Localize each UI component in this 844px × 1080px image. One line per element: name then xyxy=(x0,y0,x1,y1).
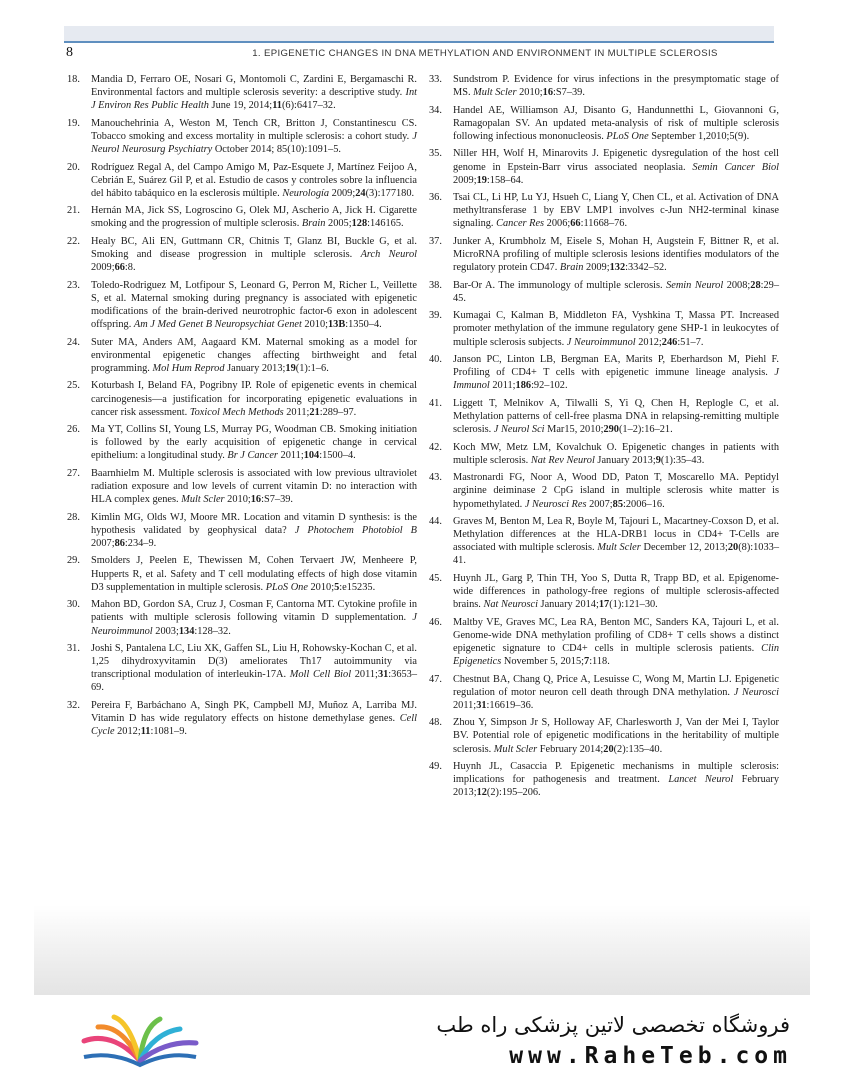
reference-pages: (6):6417–32. xyxy=(281,100,336,112)
reference-number: 34. xyxy=(429,104,442,116)
reference-date: 2007; xyxy=(586,498,613,510)
reference-volume: 86 xyxy=(114,537,125,549)
reference-text: Sundstrom P. Evidence for virus infections in the presymptomatic stage of MS. xyxy=(453,74,779,99)
header-rule xyxy=(64,41,774,43)
reference-text: Bar-Or A. The immunology of multiple sclerosis. xyxy=(453,279,667,291)
reference-date: June 19, 2014; xyxy=(208,100,273,112)
reference-date: 2011; xyxy=(351,669,378,681)
reference-date: 2012; xyxy=(635,336,662,348)
reference-journal: Cell Cycle xyxy=(91,713,417,738)
reference-text: Kumagai C, Kalman B, Middleton FA, Vyshkina T, Massa PT. Increased promoter methylation of the immune regulatory gene SHP-1 in leukocytes of multiple sclerosis subjects. xyxy=(453,310,779,348)
reference-date: 2011; xyxy=(283,406,310,418)
reference-entry xyxy=(429,716,779,755)
reference-entry xyxy=(67,235,417,274)
reference-number: 49. xyxy=(429,761,442,773)
reference-volume: 186 xyxy=(515,380,532,392)
reference-volume: 66 xyxy=(570,218,581,230)
reference-volume: 16 xyxy=(250,494,262,506)
reference-pages: :S7–39. xyxy=(553,87,585,99)
reference-journal: Semin Neurol xyxy=(666,279,724,291)
reference-pages: (1–2):16–21. xyxy=(618,424,673,436)
reference-journal: Br J Cancer xyxy=(227,450,278,462)
reference-number: 37. xyxy=(429,235,442,247)
reference-text: Healy BC, Ali EN, Guttmann CR, Chitnis T, Glanz BI, Buckle G, et al. Smoking and disease progression in multiple sclerosis. xyxy=(91,235,417,261)
reference-entry xyxy=(67,699,417,738)
reference-text: Koturbash I, Beland FA, Pogribny IP. Role of epigenetic events in chemical carcinogenesis—a justification for incorporating epigenetic evaluations in cancer risk assessment. xyxy=(91,380,417,418)
reference-pages: :1500–4. xyxy=(319,450,356,462)
reference-number: 32. xyxy=(67,699,80,711)
reference-date: 2009; xyxy=(583,262,610,274)
reference-date: January 2013; xyxy=(594,454,656,466)
reference-volume: 31 xyxy=(377,669,389,681)
reference-journal: Arch Neurol xyxy=(360,249,417,261)
reference-pages: :92–102. xyxy=(531,380,568,392)
reference-number: 29. xyxy=(67,555,80,567)
store-url[interactable]: www.RaheTeb.com xyxy=(509,1043,792,1069)
reference-volume: 13B xyxy=(328,319,346,331)
reference-entry xyxy=(67,204,417,230)
reference-pages: :234–9. xyxy=(124,537,157,549)
reference-date: October 2014; 85(10):1091–5. xyxy=(212,144,341,156)
reference-journal: Am J Med Genet B Neuropsychiat Genet xyxy=(133,319,302,331)
reference-volume: 9 xyxy=(655,454,661,466)
reference-date: 2011; xyxy=(277,450,304,462)
reference-number: 46. xyxy=(429,616,442,628)
reference-text: Tsai CL, Li HP, Lu YJ, Hsueh C, Liang Y, Chen CL, et al. Activation of DNA methyltransferase 1 by EBV LMP1 involves c-Jun NH2-terminal kinase signaling. xyxy=(453,192,779,230)
reference-volume: 21 xyxy=(309,406,320,418)
reference-journal: Brain xyxy=(559,262,584,274)
reference-pages: (1):1–6. xyxy=(295,362,329,374)
reference-date: 2007; xyxy=(91,537,115,549)
reference-journal: J Photochem Photobiol B xyxy=(294,524,417,536)
reference-pages: (2):135–40. xyxy=(613,743,663,755)
reference-journal: Nat Rev Neurol xyxy=(530,454,595,466)
reference-journal: J Neurosci Res xyxy=(524,498,587,510)
reference-volume: 128 xyxy=(351,218,368,230)
reference-entry xyxy=(429,471,779,510)
reference-volume: 11 xyxy=(140,726,151,738)
reference-date: 2010; xyxy=(516,87,543,99)
reference-entry xyxy=(67,598,417,637)
reference-text: Mahon BD, Gordon SA, Cruz J, Cosman F, Cantorna MT. Cytokine profile in patients with multiple sclerosis following vitamin D supplementation. xyxy=(91,599,417,624)
reference-text: Graves M, Benton M, Lea R, Boyle M, Tajouri L, Macartney-Coxson D, et al. Methylation differences at the HLA-DRB1 locus in CD4+ T-Cells are associated with multiple sclerosis. xyxy=(453,515,779,554)
reference-volume: 24 xyxy=(355,187,366,199)
reference-number: 24. xyxy=(67,336,80,348)
reference-pages: (1):35–43. xyxy=(660,454,705,466)
reference-journal: PLoS One xyxy=(606,130,649,142)
reference-volume: 28 xyxy=(750,279,761,291)
page-number: 8 xyxy=(66,45,73,60)
reference-journal: J Neurol Sci xyxy=(493,424,545,436)
reference-journal: J Neurol Neurosurg Psychiatry xyxy=(91,130,417,156)
reference-volume: 246 xyxy=(661,336,678,348)
reference-text: Chestnut BA, Chang Q, Price A, Lesuisse C, Wong M, Martin LJ. Epigenetic regulation of motor neuron cell death through DNA methylation. xyxy=(453,673,779,698)
reference-date: 2008; xyxy=(723,279,751,291)
reference-text: Janson PC, Linton LB, Bergman EA, Marits P, Eberhardson M, Piehl F. Profiling of CD4+ T cells with epigenetic immune lineage analysis. xyxy=(453,354,779,379)
reference-entry xyxy=(429,309,779,348)
reference-number: 18. xyxy=(67,74,80,85)
reference-date: 2012; xyxy=(114,726,141,738)
reference-entry xyxy=(429,673,779,712)
reference-journal: J Neurosci xyxy=(733,686,779,698)
reference-volume: 7 xyxy=(584,656,590,668)
reference-text: Manouchehrinia A, Weston M, Tench CR, Britton J, Constantinescu CS. Tobacco smoking and excess mortality in multiple sclerosis: a cohort study. xyxy=(91,117,417,142)
reference-text: Maltby VE, Graves MC, Lea RA, Benton MC, Sanders KA, Tajouri L, et al. Genome-wide DNA methylation profiling of CD8+ T cells shows a distinct epigenetic signature to CD4+ cells in multiple sclerosis patients. xyxy=(453,616,779,654)
reference-entry xyxy=(429,441,779,467)
reference-text: Pereira F, Barbáchano A, Singh PK, Campbell MJ, Muñoz A, Larriba MJ. Vitamin D has wide regulatory effects on histone demethylase genes. xyxy=(91,699,417,725)
reference-pages: :1081–9. xyxy=(150,726,187,738)
reference-date: 2009; xyxy=(91,262,115,274)
reference-journal: Lancet Neurol xyxy=(668,774,734,786)
reference-date: 2009; xyxy=(453,174,477,186)
reference-entry xyxy=(429,353,779,392)
reference-date: 2003; xyxy=(152,625,179,637)
reference-text: Baarnhielm M. Multiple sclerosis is associated with low previous ultraviolet radiation exposure and low levels of current vitamin D: no interaction with HLA complex genes. xyxy=(91,467,417,506)
reference-journal: Cancer Res xyxy=(496,218,545,230)
reference-date: 2010; xyxy=(307,581,335,593)
reference-pages: :158–64. xyxy=(486,174,524,186)
reference-number: 33. xyxy=(429,74,442,85)
reference-text: Smolders J, Peelen E, Thewissen M, Cohen Tervaert JW, Menheere P, Hupperts R, et al. Safety and T cell modulating effects of high dose vitamin D3 supplementation in multiple sclerosis. xyxy=(91,555,417,593)
reference-volume: 20 xyxy=(727,542,739,554)
reference-text: Junker A, Krumbholz M, Eisele S, Mohan H, Augstein F, Bittner R, et al. MicroRNA profiling of multiple sclerosis lesions identifies modulators of the regulatory protein CD47. xyxy=(453,235,779,274)
reference-volume: 20 xyxy=(603,743,614,755)
reference-volume: 66 xyxy=(114,262,125,274)
reference-journal: Nat Neurosci xyxy=(483,599,538,611)
reference-number: 30. xyxy=(67,599,80,611)
reference-entry xyxy=(67,117,417,156)
reference-date: 2009; xyxy=(329,187,356,199)
reference-volume: 5 xyxy=(334,581,340,593)
reference-journal: Mol Hum Reprod xyxy=(152,362,225,374)
reference-number: 21. xyxy=(67,205,80,217)
reference-journal: Mult Scler xyxy=(473,87,517,99)
reference-pages: :2006–16. xyxy=(623,498,665,510)
reference-volume: 11 xyxy=(272,100,282,112)
reference-volume: 132 xyxy=(609,262,626,274)
footer-banner xyxy=(0,995,844,1080)
reference-entry xyxy=(67,554,417,593)
reference-date: 2011; xyxy=(489,380,516,392)
reference-number: 35. xyxy=(429,148,442,160)
reference-date: Mar15, 2010; xyxy=(544,424,604,436)
reference-date: February 2014; xyxy=(537,743,604,755)
reference-journal: Clin Epigenetics xyxy=(453,642,779,668)
open-book-rainbow-icon xyxy=(76,1011,204,1069)
reference-journal: Toxicol Mech Methods xyxy=(189,406,284,418)
reference-pages: :8. xyxy=(124,262,136,274)
reference-volume: 31 xyxy=(476,699,487,711)
reference-pages: :e15235. xyxy=(339,581,376,593)
reference-number: 42. xyxy=(429,441,442,453)
reference-number: 22. xyxy=(67,235,80,247)
reference-entry xyxy=(67,423,417,462)
reference-entry xyxy=(67,73,417,112)
reference-journal: Neurología xyxy=(282,187,330,199)
reference-journal: J Neuroimmunol xyxy=(91,612,417,637)
reference-date: September 1,2010;5(9). xyxy=(648,130,750,142)
reference-pages: :128–32. xyxy=(194,625,231,637)
reference-text: Joshi S, Pantalena LC, Liu XK, Gaffen SL, Liu H, Rohowsky-Kochan C, et al. 1,25 dihydroxyvitamin D(3) ameliorates Th17 autoimmunity via transcriptional modulation of interleukin-17A. xyxy=(91,642,417,681)
reference-volume: 290 xyxy=(603,424,619,436)
reference-entry xyxy=(67,467,417,506)
reference-pages: (8):1033–41. xyxy=(453,542,779,567)
reference-number: 44. xyxy=(429,515,442,527)
reference-date: 2010; xyxy=(224,494,251,506)
reference-date: February 2013; xyxy=(453,774,779,799)
reference-volume: 16 xyxy=(542,87,554,99)
reference-date: 2011; xyxy=(453,699,477,711)
reference-pages: :118. xyxy=(589,656,610,668)
reference-column-left xyxy=(67,73,417,743)
reference-text: Toledo-Rodriguez M, Lotfipour S, Leonard G, Perron M, Richer L, Veillette S, et al. Maternal smoking during pregnancy is associated with epigenetic modifications of the brain-derived neurotrophic factor-6 exon in adolescent offspring. xyxy=(91,279,417,331)
reference-volume: 17 xyxy=(598,599,610,611)
reference-volume: 12 xyxy=(476,787,487,799)
reference-date: January 2013; xyxy=(224,362,286,374)
reference-journal: Semin Cancer Biol xyxy=(692,161,780,173)
reference-number: 23. xyxy=(67,279,80,291)
reference-pages: (1):121–30. xyxy=(609,599,658,611)
reference-pages: (2):195–206. xyxy=(486,787,541,799)
reference-entry xyxy=(429,147,779,186)
reference-number: 28. xyxy=(67,511,80,523)
reference-text: Zhou Y, Simpson Jr S, Holloway AF, Charlesworth J, Van der Mei I, Taylor BV. Potential role of epigenetic modifications in the heritability of multiple sclerosis. xyxy=(453,717,779,755)
reference-volume: 134 xyxy=(178,625,195,637)
reference-date: January 2014; xyxy=(537,599,599,611)
reference-volume: 85 xyxy=(612,498,623,510)
reference-entry xyxy=(429,279,779,305)
reference-text: Handel AE, Williamson AJ, Disanto G, Handunnetthi L, Giovannoni G, Ramagopalan SV. An updated meta-analysis of risk of multiple sclerosis following infectious mononucleosis. xyxy=(453,104,779,142)
reference-volume: 104 xyxy=(303,450,320,462)
reference-entry xyxy=(67,279,417,332)
reference-journal: Mult Scler xyxy=(181,494,225,506)
reference-date: 2010; xyxy=(301,319,328,331)
reference-text: Huynh JL, Garg P, Thin TH, Yoo S, Dutta R, Trapp BD, et al. Epigenome-wide differences in pathology-free regions of multiple sclerosis-affected brains. xyxy=(453,572,779,611)
reference-entry xyxy=(67,642,417,695)
reference-pages: :3653–69. xyxy=(91,669,418,694)
reference-number: 25. xyxy=(67,380,80,392)
reference-volume: 19 xyxy=(285,362,296,374)
reference-number: 20. xyxy=(67,161,80,173)
reference-text: Huynh JL, Casaccia P. Epigenetic mechanisms in multiple sclerosis: implications for pathogenesis and treatment. xyxy=(453,761,779,786)
reference-number: 45. xyxy=(429,572,442,584)
reference-entry xyxy=(67,161,417,200)
reference-entry xyxy=(67,379,417,418)
reference-date: 2005; xyxy=(325,218,352,230)
page-shadow xyxy=(34,905,810,995)
reference-volume: 19 xyxy=(476,174,487,186)
reference-text: Ma YT, Collins SI, Young LS, Murray PG, Woodman CB. Smoking initiation is followed by the early acquisition of epigenetic change in cervical epithelium: a longitudinal study. xyxy=(91,424,417,462)
reference-pages: :289–97. xyxy=(319,406,357,418)
reference-pages: :16619–36. xyxy=(486,699,534,711)
reference-pages: :11668–76. xyxy=(580,218,628,230)
reference-entry xyxy=(429,616,779,669)
reference-text: Mandia D, Ferraro OE, Nosari G, Montomoli C, Zardini E, Bergamaschi R. Environmental factors and multiple sclerosis severity: a descriptive study. xyxy=(91,74,417,99)
reference-number: 41. xyxy=(429,397,442,409)
reference-pages: (3):177180. xyxy=(365,187,415,199)
reference-number: 40. xyxy=(429,354,442,366)
reference-journal: PLoS One xyxy=(265,581,308,593)
reference-text: Rodríguez Regal A, del Campo Amigo M, Paz-Esquete J, Martínez Feijoo A, Cebrián E, Suárez Gil P, et al. Estudio de casos y controles sobre la influencia del hábito tabáquico en la esclerosis múltiple. xyxy=(91,161,417,199)
header-band xyxy=(64,26,774,42)
reference-entry xyxy=(67,511,417,550)
reference-date: December 12, 2013; xyxy=(640,542,728,554)
reference-pages: :51–7. xyxy=(677,336,704,348)
reference-journal: Int J Environ Res Public Health xyxy=(91,87,417,112)
reference-journal: J Neuroimmunol xyxy=(566,336,636,348)
reference-number: 43. xyxy=(429,472,442,484)
reference-number: 26. xyxy=(67,424,80,436)
reference-number: 36. xyxy=(429,192,442,204)
reference-text: Hernán MA, Jick SS, Logroscino G, Olek MJ, Ascherio A, Jick H. Cigarette smoking and the progression of multiple sclerosis. xyxy=(91,205,417,230)
reference-journal: Moll Cell Biol xyxy=(289,669,352,681)
reference-column-right xyxy=(429,73,779,804)
reference-pages: :1350–4. xyxy=(345,319,382,331)
reference-text: Mastronardi FG, Noor A, Wood DD, Paton T, Moscarello MA. Peptidyl arginine deiminase 2 CpG island in multiple sclerosis white matter is hypomethylated. xyxy=(453,472,779,510)
reference-number: 19. xyxy=(67,117,80,129)
reference-journal: Mult Scler xyxy=(597,542,641,554)
reference-journal: J Immunol xyxy=(453,367,779,392)
reference-entry xyxy=(429,515,779,568)
reference-number: 39. xyxy=(429,310,442,322)
reference-entry xyxy=(429,73,779,99)
reference-pages: :3342–52. xyxy=(625,262,667,274)
reference-entry xyxy=(429,572,779,611)
reference-entry xyxy=(429,235,779,274)
reference-pages: :29–45. xyxy=(453,279,779,304)
reference-text: Suter MA, Anders AM, Aagaard KM. Maternal smoking as a model for environmental epigenetic changes affecting birthweight and fetal programming. xyxy=(91,336,417,374)
reference-pages: :S7–39. xyxy=(261,494,293,506)
reference-text: Niller HH, Wolf H, Minarovits J. Epigenetic dysregulation of the host cell genome in Epstein-Barr virus associated neoplasia. xyxy=(453,148,779,173)
reference-entry xyxy=(429,760,779,799)
reference-entry xyxy=(67,336,417,375)
reference-pages: :146165. xyxy=(367,218,404,230)
reference-number: 47. xyxy=(429,673,442,685)
reference-text: Kimlin MG, Olds WJ, Moore MR. Location and vitamin D synthesis: is the hypothesis validated by geophysical data? xyxy=(91,511,417,536)
store-name: فروشگاه تخصصی لاتین پزشکی راه طب xyxy=(436,1013,790,1037)
running-head: 1. EPIGENETIC CHANGES IN DNA METHYLATION AND ENVIRONMENT IN MULTIPLE SCLEROSIS xyxy=(252,48,718,59)
reference-entry xyxy=(429,397,779,436)
reference-journal: Brain xyxy=(301,218,326,230)
reference-text: Koch MW, Metz LM, Kovalchuk O. Epigenetic changes in patients with multiple sclerosis. xyxy=(453,441,779,466)
reference-date: November 5, 2015; xyxy=(501,656,585,668)
reference-number: 27. xyxy=(67,467,80,479)
reference-text: Liggett T, Melnikov A, Tilwalli S, Yi Q, Chen H, Replogle C, et al. Methylation patterns of cell-free plasma DNA in relapsing-remitting multiple sclerosis. xyxy=(453,397,779,436)
reference-entry xyxy=(429,191,779,230)
reference-number: 38. xyxy=(429,279,442,291)
reference-number: 31. xyxy=(67,642,80,654)
reference-journal: Mult Scler xyxy=(493,743,538,755)
reference-entry xyxy=(429,104,779,143)
reference-number: 48. xyxy=(429,717,442,729)
reference-date: 2006; xyxy=(544,218,571,230)
